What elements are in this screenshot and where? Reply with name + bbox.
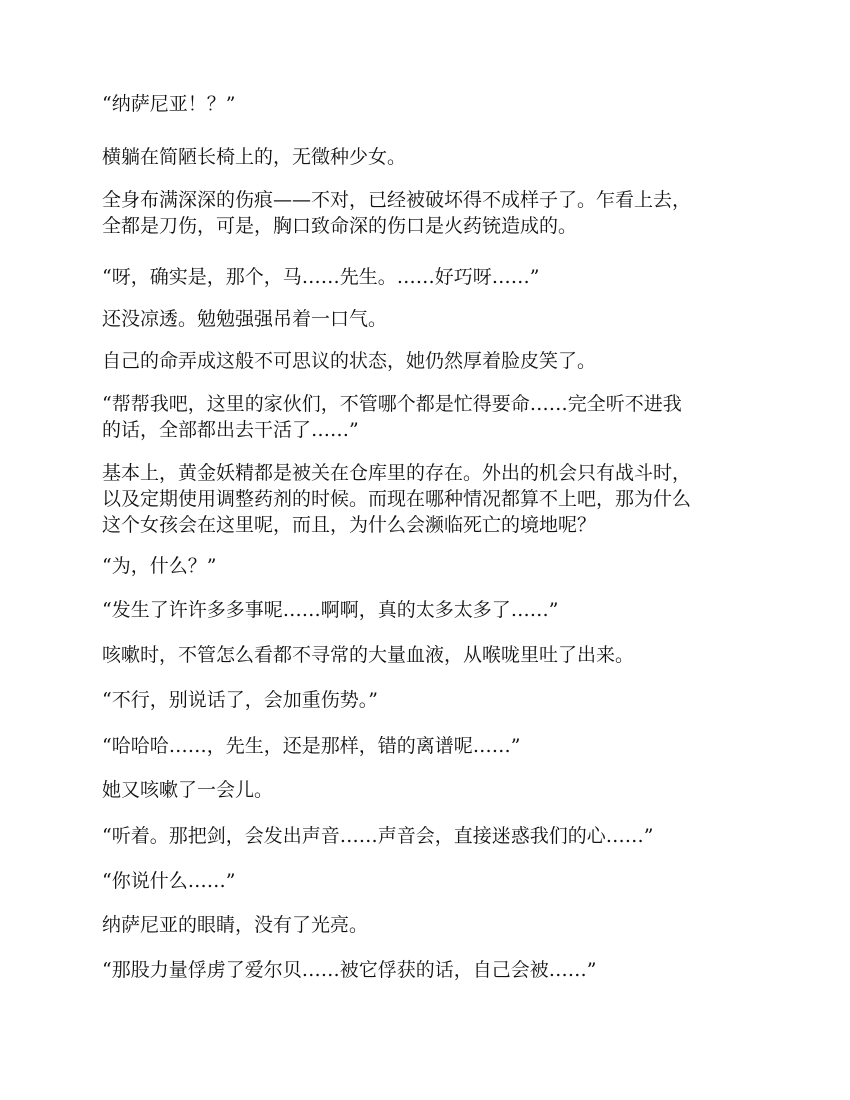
text-line: 横躺在简陋长椅上的，无徵种少女。 [102, 146, 407, 168]
paragraph [102, 823, 752, 849]
text-line: “那股力量俘虏了爱尔贝……被它俘获的话，自己会被……” [102, 959, 597, 981]
paragraph [102, 868, 752, 894]
paragraph [102, 391, 752, 443]
text-line: “呀，确实是，那个，马……先生。……好巧呀……” [102, 266, 540, 288]
paragraph [102, 777, 752, 803]
text-line: 咳嗽时，不管怎么看都不寻常的大量血液，从喉咙里吐了出来。 [102, 644, 635, 666]
paragraph [102, 187, 752, 239]
paragraph [102, 348, 752, 374]
paragraph [102, 144, 752, 170]
text-line: 她又咳嗽了一会儿。 [102, 779, 274, 801]
text-line: “为，什么？” [102, 555, 217, 577]
paragraph [102, 687, 752, 713]
text-line: “听着。那把剑，会发出声音……声音会，直接迷惑我们的心……” [102, 825, 654, 847]
text-line: 以及定期使用调整药剂的时候。而现在哪种情况都算不上吧，那为什么 [102, 488, 692, 510]
text-line: 还没凉透。勉勉强强吊着一口气。 [102, 308, 388, 330]
paragraph [102, 597, 752, 623]
paragraph [102, 733, 752, 759]
text-line: 基本上，黄金妖精都是被关在仓库里的存在。外出的机会只有战斗时， [102, 462, 692, 484]
text-line: “发生了许许多多事呢……啊啊，真的太多太多了……” [102, 599, 559, 621]
text-line: “不行，别说话了，会加重伤势。” [102, 689, 378, 711]
paragraph [102, 912, 752, 938]
text-line: 全都是刀伤，可是，胸口致命深的伤口是火药铳造成的。 [102, 215, 578, 237]
text-line: 全身布满深深的伤痕——不对，已经被破坏得不成样子了。乍看上去， [102, 189, 692, 211]
paragraph [102, 553, 752, 579]
paragraph [102, 306, 752, 332]
paragraph [102, 91, 752, 117]
text-line: 这个女孩会在这里呢，而且，为什么会濒临死亡的境地呢？ [102, 514, 597, 536]
paragraph [102, 957, 752, 983]
text-line: “你说什么……” [102, 870, 236, 892]
text-line: 纳萨尼亚的眼睛，没有了光亮。 [102, 914, 369, 936]
text-line: 自己的命弄成这般不可思议的状态，她仍然厚着脸皮笑了。 [102, 350, 597, 372]
text-line: “哈哈哈……，先生，还是那样，错的离谱呢……” [102, 735, 521, 757]
paragraph [102, 642, 752, 668]
text-line: “帮帮我吧，这里的家伙们，不管哪个都是忙得要命……完全听不进我 [102, 393, 682, 415]
paragraph [102, 460, 752, 538]
text-line: “纳萨尼亚！？” [102, 93, 236, 115]
text-line: 的话，全部都出去干活了……” [102, 419, 359, 441]
paragraph [102, 264, 752, 290]
